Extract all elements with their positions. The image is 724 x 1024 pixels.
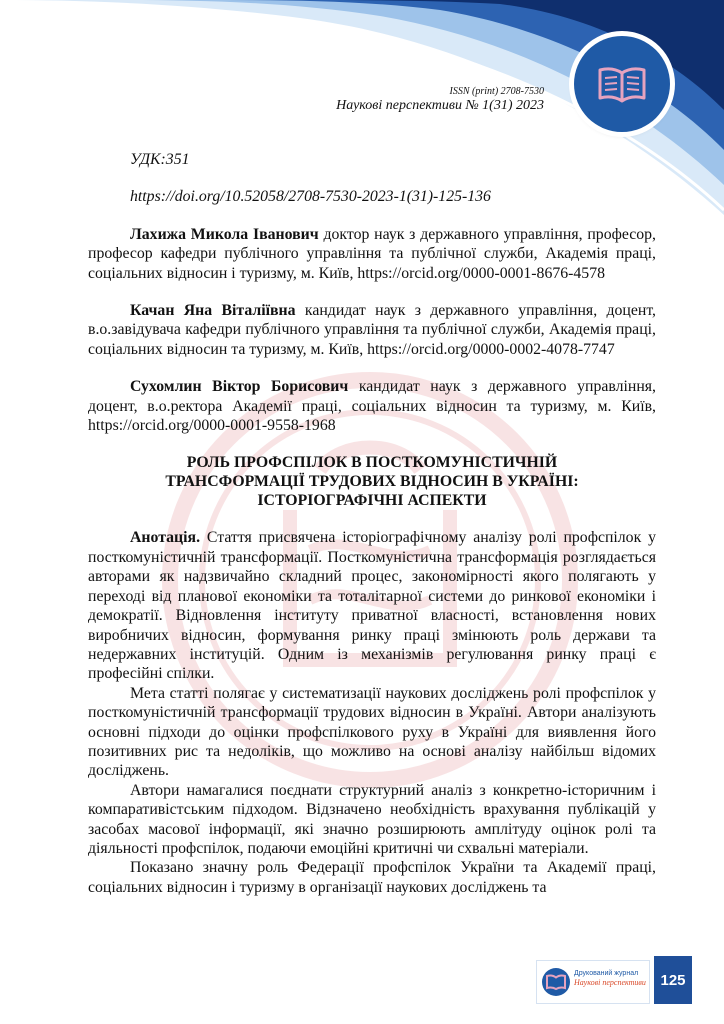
footer-badge-text (574, 969, 646, 987)
author-entry (88, 301, 656, 359)
abstract-paragraph: Мета статті полягає у систематизації наукових досліджень ролі профспілок у посткомуністичній трансформації трудових відносин в Україні. Автори аналізують основні підходи до оцінки профспілкового руху в Україні для виявлення його позитивних рис та недоліків, що можливо на основі аналізу найбільш відомих досліджень. (88, 684, 656, 780)
author-name: Сухомлин Віктор Борисович (130, 378, 349, 396)
page-number: 125 (654, 956, 692, 1004)
author-name: Лахижа Микола Іванович (130, 225, 319, 243)
author-details: кандидат наук з державного управління, доцент, в.о.ректора Академії праці, соціальних відносин та туризму, м. Київ, https://orcid.org/0000-0001-9558-1968 (88, 378, 656, 435)
journal-footer-badge (536, 960, 650, 1004)
author-name: Качан Яна Віталіївна (130, 302, 296, 320)
article-body (88, 150, 656, 897)
abstract-label: Анотація. (130, 529, 201, 547)
footer-badge-line: Друкований журнал (574, 970, 639, 977)
abstract-paragraph: Анотація. Стаття присвячена історіографічному аналізу ролі профспілок у посткомуністичній трансформації. Посткомуністична трансформація розглядається авторами як надзвичайно складний процес, закономірності якого полягають у переході від планової економіки та тоталітарної системи до ринкової економіки і демократії. Відновлення інституту приватної власності, встановлення нових виробничих відносин, формування ринку праці змінюють роль держави та недержавних інституцій. Одним із механізмів регулювання ринку праці є професійні спілки. (88, 529, 656, 683)
author-details: доктор наук з державного управління, професор, професор кафедри публічного управління та публічної служби, Академія праці, соціальних відносин і туризму, м. Київ, https://orcid.org/0000-0001-8676-4578 (88, 225, 656, 282)
title-line: ТРАНСФОРМАЦІЇ ТРУДОВИХ ВІДНОСИН В УКРАЇНІ: (165, 473, 579, 491)
open-book-icon (594, 56, 650, 112)
author-details: кандидат наук з державного управління, доцент, в.о.завідувача кафедри публічного управління та публічної служби, Академія праці, соціальних відносин та туризму, м. Київ, https://orcid.org/0000-0002-4078-7747 (88, 302, 656, 358)
footer-badge-line: Наукові перспективи (574, 978, 646, 987)
author-entry (88, 377, 656, 435)
mini-journal-logo (542, 968, 570, 996)
udk-code: УДК:351 (130, 151, 190, 168)
abstract-paragraph: Показано значну роль Федерації профспілок України та Академії праці, соціальних відносин і туризму в організації наукових досліджень та (88, 859, 656, 896)
title-line: РОЛЬ ПРОФСПІЛОК В ПОСТКОМУНІСТИЧНІЙ (186, 454, 558, 472)
author-entry (88, 225, 656, 283)
open-book-icon (542, 968, 570, 996)
abstract-paragraph: Автори намагалися поєднати структурний аналіз з конкретно-історичним і компаративістським підходом. Відзначено необхідність врахування публікацій у засобах масової інформації, які значно розширюють амплітуду оцінок ролі та діяльності профспілок, подаючи емоційні критичні чи схвальні матеріали. (88, 781, 656, 857)
doi-link[interactable]: https://doi.org/10.52058/2708-7530-2023-1(31)-125-136 (130, 188, 491, 206)
journal-header (336, 86, 544, 114)
article-title (88, 453, 656, 510)
journal-name: Наукові перспективи № 1(31) 2023 (336, 97, 544, 113)
title-line: ІСТОРІОГРАФІЧНІ АСПЕКТИ (257, 492, 487, 510)
issn-text: ISSN (print) 2708-7530 (449, 86, 544, 97)
journal-logo (574, 36, 670, 132)
